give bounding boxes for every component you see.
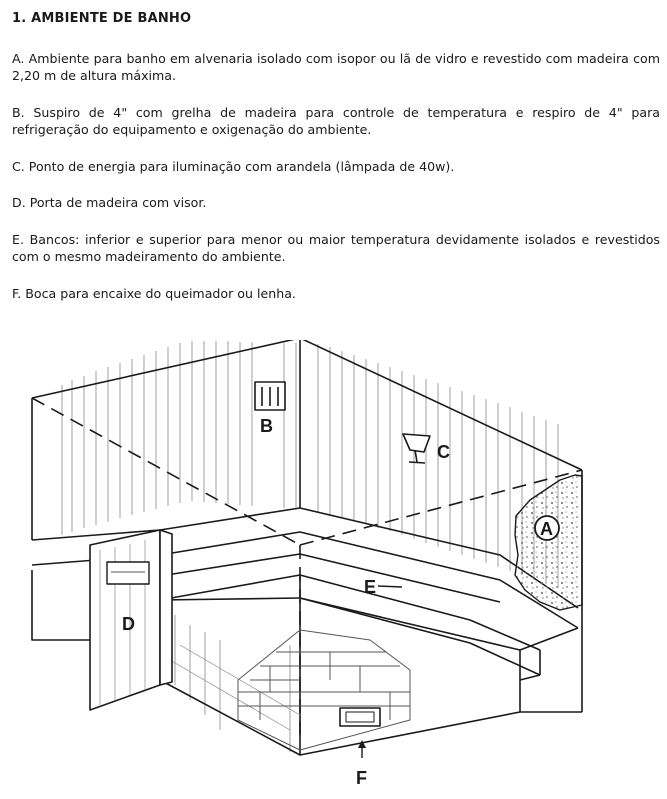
front-wall-planks [175,615,290,752]
sauna-diagram [0,340,667,799]
label-b: B [260,416,273,436]
back-wall-outline [32,340,582,470]
brick-fireplace [238,630,410,750]
floor-outline [160,600,582,755]
label-f: F [356,768,367,788]
back-wall-planks [62,341,296,535]
item-a-text: A. Ambiente para banho em alvenaria isolado com isopor ou lã de vidro e revestido com madeira com 2,20 m de altura máxima. [12,51,660,83]
section-heading: 1. AMBIENTE DE BANHO [12,11,192,26]
label-d: D [122,614,135,634]
item-c-text: C. Ponto de energia para iluminação com arandela (lâmpada de 40w). [12,159,455,174]
item-d-text: D. Porta de madeira com visor. [12,195,207,210]
item-e-text: E. Bancos: inferior e superior para menor ou maior temperatura devidamente isolados e revestidos com o mesmo madeiramento do ambiente. [12,232,660,264]
stone-heater-a [515,475,582,610]
floor-planks [170,645,300,730]
label-c: C [437,442,450,462]
item-f-text: F. Boca para encaixe do queimador ou lenha. [12,286,296,301]
vent-b-grille [255,382,285,410]
label-a: A [540,519,553,539]
item-b-text: B. Suspiro de 4" com grelha de madeira para controle de temperatura e respiro de 4" para refrigeração do equipamento e oxigenação do ambiente. [12,105,660,137]
label-e: E [364,577,377,597]
